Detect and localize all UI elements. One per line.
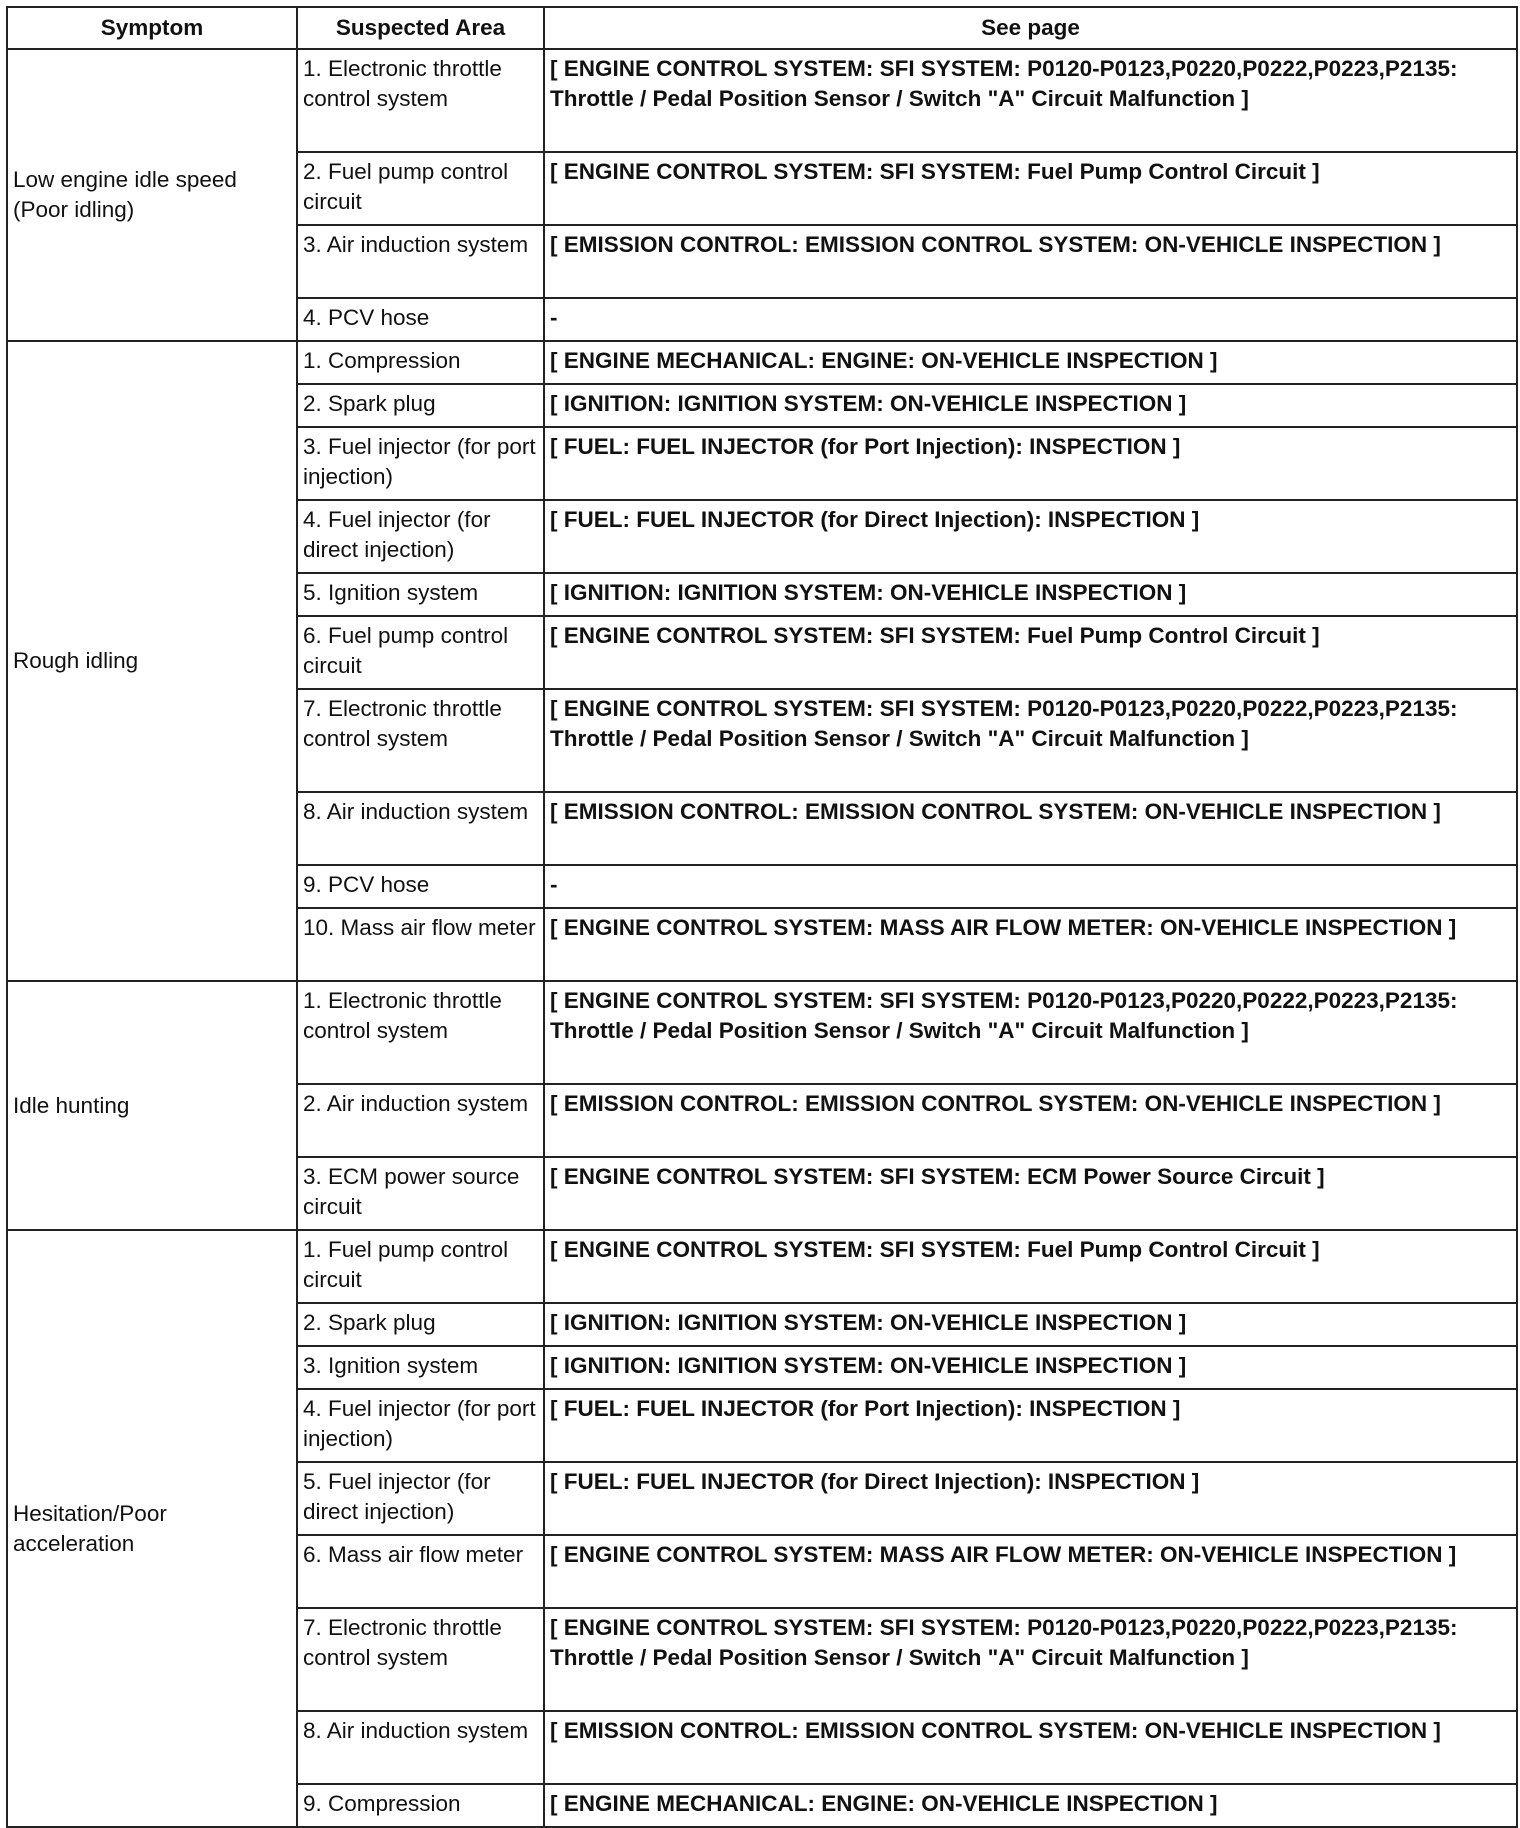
see-page-link[interactable]: [ ENGINE CONTROL SYSTEM: SFI SYSTEM: Fuel Pump Control Circuit ]: [544, 152, 1517, 225]
suspected-area-cell: 9. PCV hose: [297, 865, 544, 908]
suspected-area-cell: 5. Ignition system: [297, 573, 544, 616]
suspected-area-cell: 10. Mass air flow meter: [297, 908, 544, 981]
suspected-area-cell: 1. Fuel pump control circuit: [297, 1230, 544, 1303]
see-page-link[interactable]: [ EMISSION CONTROL: EMISSION CONTROL SYSTEM: ON-VEHICLE INSPECTION ]: [544, 1711, 1517, 1784]
see-page-link[interactable]: [ ENGINE MECHANICAL: ENGINE: ON-VEHICLE INSPECTION ]: [544, 1784, 1517, 1827]
see-page-link[interactable]: [ ENGINE CONTROL SYSTEM: SFI SYSTEM: P0120-P0123,P0220,P0222,P0223,P2135: Throttle / Pedal Position Sensor / Switch "A" Circuit Malfunction ]: [544, 981, 1517, 1084]
see-page-link[interactable]: [ IGNITION: IGNITION SYSTEM: ON-VEHICLE INSPECTION ]: [544, 573, 1517, 616]
symptom-cell: Rough idling: [7, 341, 297, 981]
see-page-link[interactable]: [ ENGINE CONTROL SYSTEM: SFI SYSTEM: Fuel Pump Control Circuit ]: [544, 616, 1517, 689]
suspected-area-cell: 3. ECM power source circuit: [297, 1157, 544, 1230]
table-row: [7, 981, 1517, 1084]
suspected-area-cell: 2. Air induction system: [297, 1084, 544, 1157]
suspected-area-cell: 4. Fuel injector (for direct injection): [297, 500, 544, 573]
symptom-table-document: [6, 6, 1516, 1816]
header-symptom: Symptom: [7, 7, 297, 49]
suspected-area-cell: 3. Fuel injector (for port injection): [297, 427, 544, 500]
table-row: [7, 1230, 1517, 1303]
suspected-area-cell: 4. PCV hose: [297, 298, 544, 341]
suspected-area-cell: 6. Mass air flow meter: [297, 1535, 544, 1608]
see-page-link[interactable]: [ IGNITION: IGNITION SYSTEM: ON-VEHICLE INSPECTION ]: [544, 1346, 1517, 1389]
see-page-link[interactable]: [ EMISSION CONTROL: EMISSION CONTROL SYSTEM: ON-VEHICLE INSPECTION ]: [544, 792, 1517, 865]
suspected-area-cell: 4. Fuel injector (for port injection): [297, 1389, 544, 1462]
suspected-area-cell: 9. Compression: [297, 1784, 544, 1827]
see-page-link[interactable]: [ ENGINE CONTROL SYSTEM: SFI SYSTEM: P0120-P0123,P0220,P0222,P0223,P2135: Throttle / Pedal Position Sensor / Switch "A" Circuit Malfunction ]: [544, 689, 1517, 792]
suspected-area-cell: 8. Air induction system: [297, 792, 544, 865]
see-page-link[interactable]: [ FUEL: FUEL INJECTOR (for Direct Injection): INSPECTION ]: [544, 500, 1517, 573]
see-page-link[interactable]: [ ENGINE CONTROL SYSTEM: SFI SYSTEM: P0120-P0123,P0220,P0222,P0223,P2135: Throttle / Pedal Position Sensor / Switch "A" Circuit Malfunction ]: [544, 49, 1517, 152]
suspected-area-cell: 1. Electronic throttle control system: [297, 49, 544, 152]
header-suspected-area: Suspected Area: [297, 7, 544, 49]
suspected-area-cell: 2. Spark plug: [297, 384, 544, 427]
see-page-link[interactable]: [ EMISSION CONTROL: EMISSION CONTROL SYSTEM: ON-VEHICLE INSPECTION ]: [544, 1084, 1517, 1157]
table-header-row: [7, 7, 1517, 49]
symptom-cell: Hesitation/Poor acceleration: [7, 1230, 297, 1827]
see-page-link[interactable]: [ FUEL: FUEL INJECTOR (for Port Injection): INSPECTION ]: [544, 1389, 1517, 1462]
suspected-area-cell: 7. Electronic throttle control system: [297, 1608, 544, 1711]
suspected-area-cell: 1. Compression: [297, 341, 544, 384]
see-page-link[interactable]: [ FUEL: FUEL INJECTOR (for Direct Injection): INSPECTION ]: [544, 1462, 1517, 1535]
see-page-link[interactable]: [ ENGINE CONTROL SYSTEM: SFI SYSTEM: P0120-P0123,P0220,P0222,P0223,P2135: Throttle / Pedal Position Sensor / Switch "A" Circuit Malfunction ]: [544, 1608, 1517, 1711]
see-page-link[interactable]: [ ENGINE CONTROL SYSTEM: SFI SYSTEM: Fuel Pump Control Circuit ]: [544, 1230, 1517, 1303]
suspected-area-cell: 6. Fuel pump control circuit: [297, 616, 544, 689]
suspected-area-cell: 2. Fuel pump control circuit: [297, 152, 544, 225]
table-row: [7, 49, 1517, 152]
see-page-link: -: [544, 865, 1517, 908]
symptom-table: [6, 6, 1518, 1828]
suspected-area-cell: 3. Air induction system: [297, 225, 544, 298]
see-page-link[interactable]: [ ENGINE MECHANICAL: ENGINE: ON-VEHICLE INSPECTION ]: [544, 341, 1517, 384]
see-page-link[interactable]: [ IGNITION: IGNITION SYSTEM: ON-VEHICLE INSPECTION ]: [544, 1303, 1517, 1346]
suspected-area-cell: 2. Spark plug: [297, 1303, 544, 1346]
see-page-link[interactable]: [ EMISSION CONTROL: EMISSION CONTROL SYSTEM: ON-VEHICLE INSPECTION ]: [544, 225, 1517, 298]
suspected-area-cell: 5. Fuel injector (for direct injection): [297, 1462, 544, 1535]
symptom-cell: Low engine idle speed (Poor idling): [7, 49, 297, 341]
see-page-link[interactable]: [ ENGINE CONTROL SYSTEM: MASS AIR FLOW METER: ON-VEHICLE INSPECTION ]: [544, 908, 1517, 981]
symptom-cell: Idle hunting: [7, 981, 297, 1230]
table-row: [7, 341, 1517, 384]
suspected-area-cell: 1. Electronic throttle control system: [297, 981, 544, 1084]
see-page-link[interactable]: [ ENGINE CONTROL SYSTEM: SFI SYSTEM: ECM Power Source Circuit ]: [544, 1157, 1517, 1230]
suspected-area-cell: 3. Ignition system: [297, 1346, 544, 1389]
see-page-link[interactable]: [ FUEL: FUEL INJECTOR (for Port Injection): INSPECTION ]: [544, 427, 1517, 500]
suspected-area-cell: 8. Air induction system: [297, 1711, 544, 1784]
table-body: [7, 49, 1517, 1827]
see-page-link[interactable]: [ IGNITION: IGNITION SYSTEM: ON-VEHICLE INSPECTION ]: [544, 384, 1517, 427]
suspected-area-cell: 7. Electronic throttle control system: [297, 689, 544, 792]
see-page-link: -: [544, 298, 1517, 341]
see-page-link[interactable]: [ ENGINE CONTROL SYSTEM: MASS AIR FLOW METER: ON-VEHICLE INSPECTION ]: [544, 1535, 1517, 1608]
header-see-page: See page: [544, 7, 1517, 49]
